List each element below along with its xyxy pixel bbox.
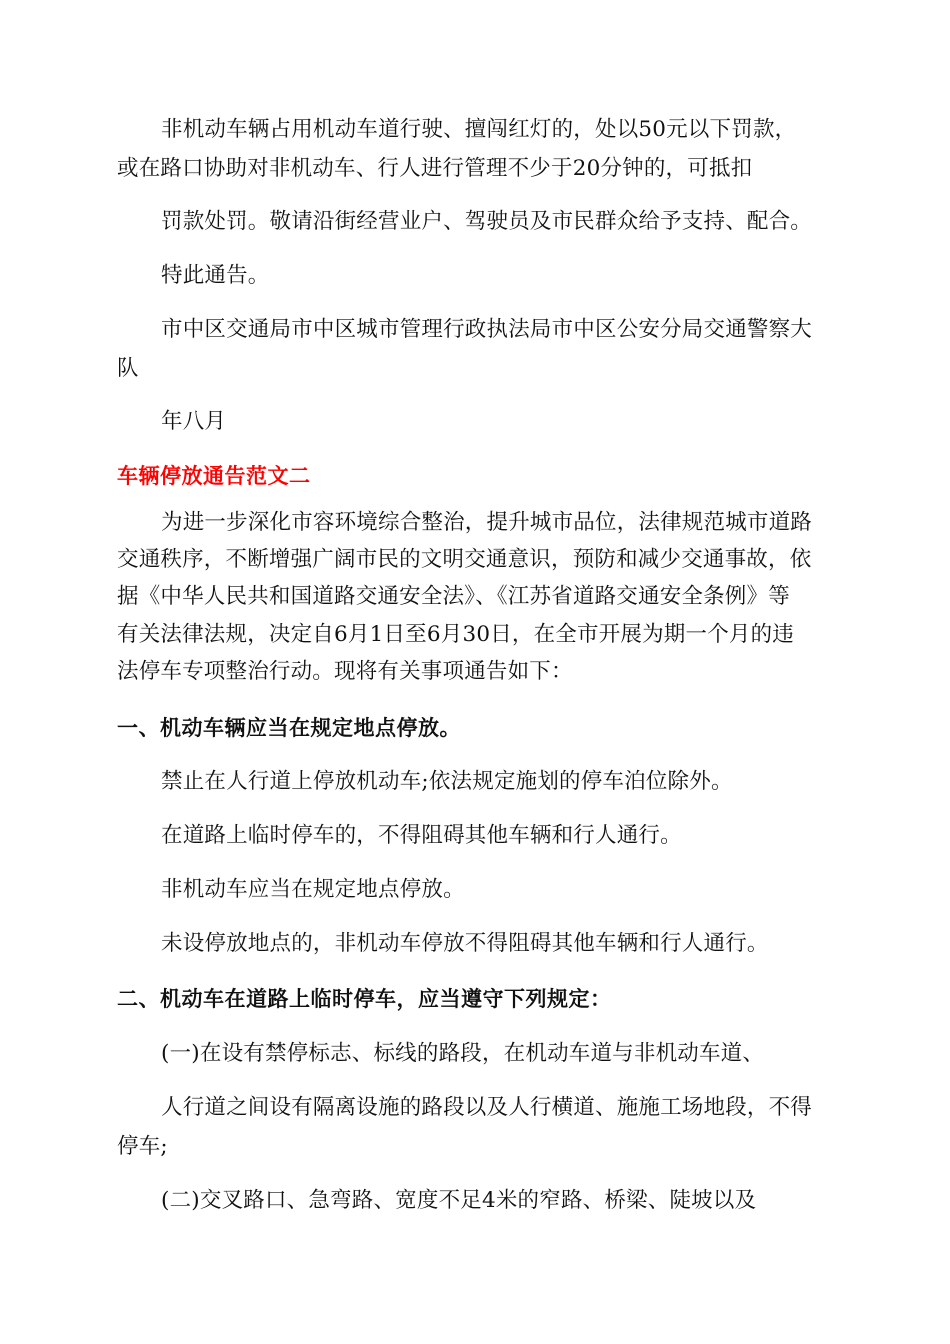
paragraph-line: 人行道之间设有隔离设施的路段以及人行横道、施施工场地段，不得 bbox=[161, 1095, 813, 1120]
intro-line: 有关法律法规，决定自6月1日至6月30日，在全市开展为期一个月的违 bbox=[117, 622, 794, 647]
intro-line: 据《中华人民共和国道路交通安全法》、《江苏省道路交通安全条例》等 bbox=[117, 584, 790, 609]
paragraph-line: (二)交叉路口、急弯路、宽度不足4米的窄路、桥梁、陡坡以及 bbox=[161, 1188, 757, 1213]
paragraph-line: (一)在设有禁停标志、标线的路段，在机动车道与非机动车道、 bbox=[161, 1041, 765, 1066]
paragraph-line: 非机动车辆占用机动车道行驶、擅闯红灯的，处以50元以下罚款， bbox=[161, 117, 797, 142]
heading-one: 一、机动车辆应当在规定地点停放。 bbox=[117, 716, 461, 740]
list-item: 禁止在人行道上停放机动车;依法规定施划的停车泊位除外。 bbox=[161, 769, 733, 794]
intro-line: 交通秩序，不断增强广阔市民的文明交通意识，预防和减少交通事故，依 bbox=[117, 547, 812, 572]
intro-line: 法停车专项整治行动。现将有关事项通告如下： bbox=[117, 659, 573, 684]
paragraph-line: 停车; bbox=[117, 1134, 168, 1159]
list-item: 未设停放地点的，非机动车停放不得阻碍其他车辆和行人通行。 bbox=[161, 931, 769, 956]
paragraph-line: 罚款处罚。敬请沿街经营业户、驾驶员及市民群众给予支持、配合。 bbox=[161, 209, 813, 234]
intro-line: 为进一步深化市容环境综合整治，提升城市品位，法律规范城市道路 bbox=[161, 510, 813, 535]
heading-two: 二、机动车在道路上临时停车，应当遵守下列规定： bbox=[117, 987, 612, 1011]
paragraph-line: 队 bbox=[117, 356, 139, 381]
paragraph-line: 特此通告。 bbox=[161, 263, 270, 288]
paragraph-line: 市中区交通局市中区城市管理行政执法局市中区公安分局交通警察大 bbox=[161, 317, 813, 342]
section-title: 车辆停放通告范文二 bbox=[117, 464, 311, 488]
list-item: 非机动车应当在规定地点停放。 bbox=[161, 877, 465, 902]
paragraph-line: 或在路口协助对非机动车、行人进行管理不少于20分钟的，可抵扣 bbox=[117, 156, 753, 181]
list-item: 在道路上临时停车的，不得阻碍其他车辆和行人通行。 bbox=[161, 823, 682, 848]
date-line: 年八月 bbox=[161, 409, 227, 434]
